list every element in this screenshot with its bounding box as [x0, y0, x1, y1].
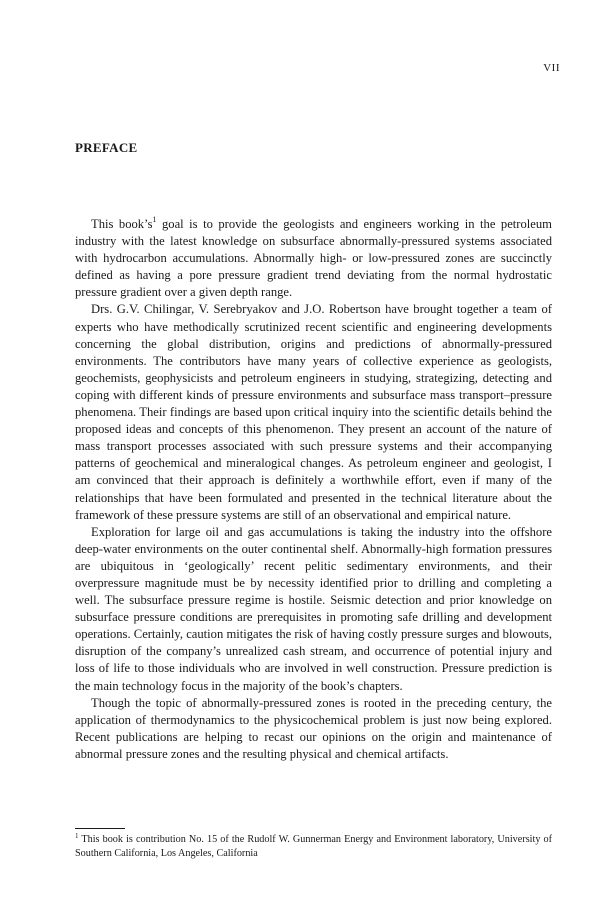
footnote-text: This book is contribution No. 15 of the Rudolf W. Gunnerman Energy and Environment laboratory, University of Southern California, Los Angeles, California [75, 834, 552, 859]
preface-paragraph-2: Drs. G.V. Chilingar, V. Serebryakov and J.O. Robertson have brought together a team of experts who have methodically scrutinized recent scientific and engineering developments concerning the global distribution, origins and predictions of abnormally-pressured environments. The contributors have many years of collective experience as geologists, geochemists, geophysicists and petroleum engineers in studying, strategizing, detecting and coping with different kinds of pressure environments and subsurface mass transport–pressure phenomena. Their findings are based upon critical inquiry into the scientific details behind the proposed ideas and concepts of this phenomenon. They present an account of the nature of mass transport processes associated with such pressure systems and their accompanying patterns of geochemical and mineralogical changes. As petroleum engineer and geologist, I am convinced that their approach is definitely a worthwhile effort, even if many of the relationships that have been formulated and presented in the technical literature about the framework of these pressure systems are still of an observational and empirical nature. [75, 302, 552, 522]
footnote-divider [75, 828, 125, 829]
preface-paragraph-3: Exploration for large oil and gas accumulations is taking the industry into the offshore deep-water environments on the outer continental shelf. Abnormally-high formation pressures are ubiquitous in ‘geologically’ recent pelitic sedimentary environments, and their overpressure magnitude must be by necessity identified prior to drilling and completing a well. The subsurface pressure regime is hostile. Seismic detection and prior knowledge on subsurface pressure conditions are prerequisites in promoting safe drilling and development operations. Certainly, caution mitigates the risk of having costly pressure surges and blowouts, disruption of the company’s unrealized cash stream, and occurrence of potential injury and loss of life to those individuals who are involved in well construction. Pressure prediction is the main technology focus in the majority of the book’s chapters. [75, 524, 552, 693]
preface-paragraph-4: Though the topic of abnormally-pressured zones is rooted in the preceding century, the application of thermodynamics to the physicochemical problem is just now being explored. Recent publications are helping to recast our opinions on the origin and maintenance of abnormal pressure zones and the resulting physical and chemical artifacts. [75, 695, 552, 761]
footnote-reference: 1 [152, 215, 157, 224]
p1-text-end: goal is to provide the geologists and engineers working in the petroleum industry with the latest knowledge on subsurface abnormally-pressured systems associated with hydrocarbon accumulations. Abnormally high- or low-pressured zones are succinctly defined as having a pore pressure gradient trend deviating from the normal hydrostatic pressure gradient over a given depth range. [75, 217, 552, 300]
section-heading: PREFACE [75, 140, 138, 155]
preface-paragraph-1 [75, 216, 552, 301]
footnote-marker: 1 [75, 832, 79, 840]
page-number: VII [543, 62, 560, 74]
p1-text-start: This book’s [91, 217, 153, 231]
preface-body [75, 216, 552, 763]
footnote [75, 833, 552, 860]
